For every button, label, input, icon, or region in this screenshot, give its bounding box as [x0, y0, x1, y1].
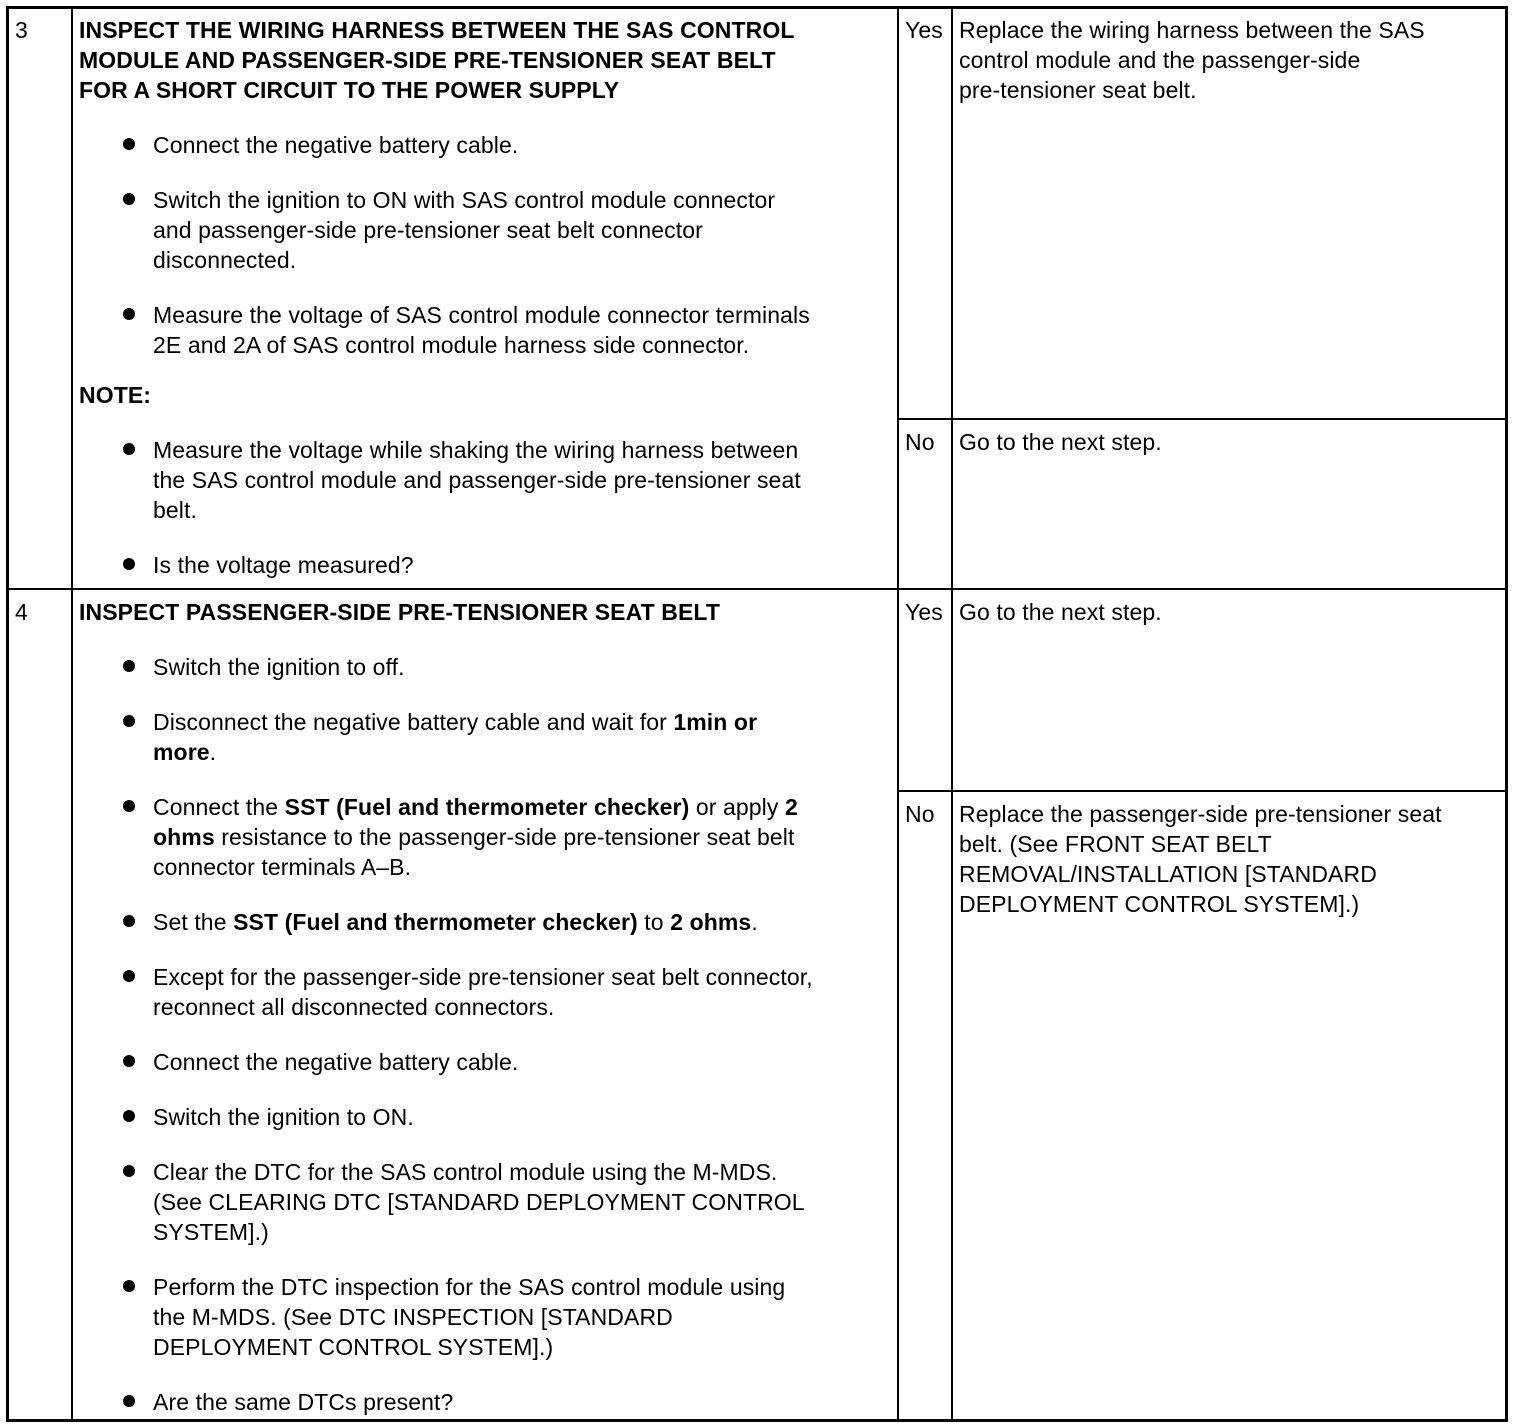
- row-divider: [9, 588, 1505, 590]
- emphasis-text: 2: [784, 794, 798, 820]
- row3-yes-no-divider: [897, 418, 1505, 420]
- bullet-icon: [123, 138, 135, 150]
- bullet-item: Switch the ignition to off.: [79, 652, 889, 682]
- bullet-item: Disconnect the negative battery cable and wait for 1min or more.: [79, 707, 889, 767]
- step-title: INSPECT THE WIRING HARNESS BETWEEN THE SAS CONTROL MODULE AND PASSENGER-SIDE PRE-TENSIONER SEAT BELT FOR A SHORT CIRCUIT TO THE POWER SUPPLY: [79, 17, 795, 103]
- bullet-item: Are the same DTCs present?: [79, 1387, 889, 1417]
- column-divider-action: [897, 9, 899, 1419]
- no-label: No: [905, 801, 935, 827]
- emphasis-text: SST (Fuel and thermometer checker): [233, 909, 638, 935]
- bullet-icon: [123, 193, 135, 205]
- bullet-icon: [123, 915, 135, 927]
- yes-label: Yes: [905, 599, 943, 625]
- emphasis-text: 2 ohms: [670, 909, 752, 935]
- bullet-icon: [123, 800, 135, 812]
- no-label: No: [905, 429, 935, 455]
- yes-result: Go to the next step.: [959, 599, 1162, 625]
- bullet-item: Measure the voltage of SAS control module connector terminals 2E and 2A of SAS control module harness side connector.: [79, 300, 889, 360]
- note-label: NOTE:: [79, 382, 152, 408]
- bullet-icon: [123, 558, 135, 570]
- bullet-icon: [123, 308, 135, 320]
- step-title: INSPECT PASSENGER-SIDE PRE-TENSIONER SEAT BELT: [79, 599, 721, 625]
- step-4-content: [79, 597, 889, 1417]
- row4-yes-no-divider: [897, 790, 1505, 792]
- troubleshooting-table: [6, 6, 1508, 1422]
- column-divider-yesno: [951, 9, 953, 1419]
- step-3-bullets: [79, 130, 889, 360]
- bullet-item: Connect the negative battery cable.: [79, 130, 889, 160]
- bullet-item: Set the SST (Fuel and thermometer checker) to 2 ohms.: [79, 907, 889, 937]
- step-3-content: [79, 15, 889, 580]
- bullet-icon: [123, 1395, 135, 1407]
- bullet-icon: [123, 660, 135, 672]
- bullet-item: Switch the ignition to ON with SAS control module connector and passenger-side pre-tensioner seat belt connector disconnected.: [79, 185, 889, 275]
- bullet-icon: [123, 715, 135, 727]
- bullet-item: Connect the SST (Fuel and thermometer checker) or apply 2 ohms resistance to the passenger-side pre-tensioner seat belt connector terminals A–B.: [79, 792, 889, 882]
- no-result: Replace the passenger-side pre-tensioner seat belt. (See FRONT SEAT BELT REMOVAL/INSTALLATION [STANDARD DEPLOYMENT CONTROL SYSTEM].): [959, 801, 1442, 917]
- bullet-icon: [123, 1165, 135, 1177]
- bullet-icon: [123, 970, 135, 982]
- yes-result: Replace the wiring harness between the SAS control module and the passenger-side pre-tensioner seat belt.: [959, 17, 1425, 103]
- step-4-bullets: [79, 652, 889, 1417]
- note-bullets: [79, 435, 889, 580]
- emphasis-text: more: [153, 739, 210, 765]
- column-divider-step: [71, 9, 73, 1419]
- bullet-item: Is the voltage measured?: [79, 550, 889, 580]
- bullet-icon: [123, 1280, 135, 1292]
- bullet-icon: [123, 443, 135, 455]
- yes-label: Yes: [905, 17, 943, 43]
- bullet-item: Except for the passenger-side pre-tensioner seat belt connector, reconnect all disconnected connectors.: [79, 962, 889, 1022]
- emphasis-text: SST (Fuel and thermometer checker): [284, 794, 690, 820]
- bullet-icon: [123, 1055, 135, 1067]
- no-result: Go to the next step.: [959, 429, 1162, 455]
- bullet-icon: [123, 1110, 135, 1122]
- step-number-3: 3: [15, 17, 28, 43]
- bullet-item: Measure the voltage while shaking the wiring harness between the SAS control module and passenger-side pre-tensioner seat belt.: [79, 435, 889, 525]
- bullet-item: Switch the ignition to ON.: [79, 1102, 889, 1132]
- emphasis-text: 1min or: [673, 709, 758, 735]
- bullet-item: Connect the negative battery cable.: [79, 1047, 889, 1077]
- emphasis-text: ohms: [153, 824, 215, 850]
- bullet-item: Perform the DTC inspection for the SAS control module using the M-MDS. (See DTC INSPECTION [STANDARD DEPLOYMENT CONTROL SYSTEM].): [79, 1272, 889, 1362]
- bullet-item: Clear the DTC for the SAS control module using the M-MDS. (See CLEARING DTC [STANDARD DEPLOYMENT CONTROL SYSTEM].): [79, 1157, 889, 1247]
- step-number-4: 4: [15, 599, 28, 625]
